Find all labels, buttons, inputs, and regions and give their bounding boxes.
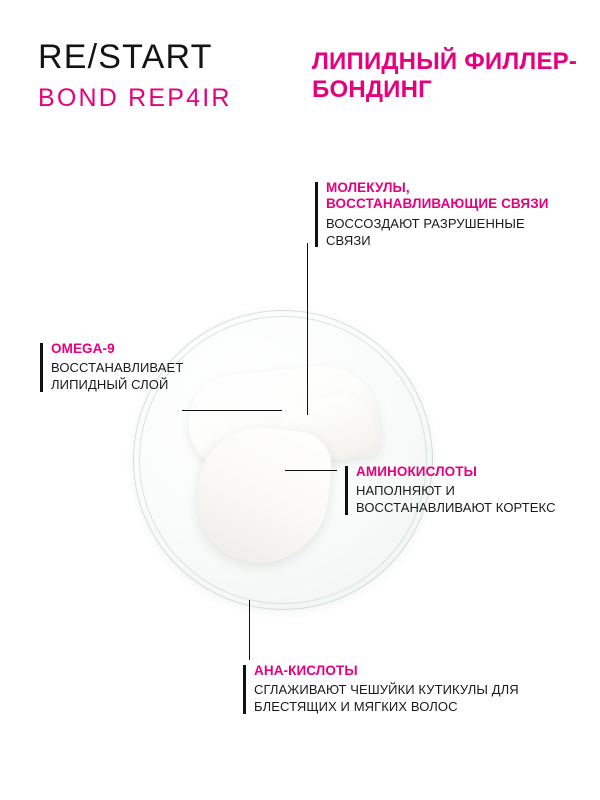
- cream-gloss-highlight: [220, 384, 310, 420]
- callout-aha-acids: [243, 663, 554, 716]
- callout-bond-molecules-body: ВОССОЗДАЮТ РАЗРУШЕННЫЕ СВЯЗИ: [326, 215, 525, 248]
- leader-line-bonds: [307, 243, 308, 415]
- brand-subtitle: BOND REP4IR: [38, 83, 232, 112]
- callout-bond-molecules-title: МОЛЕКУЛЫ, ВОССТАНАВЛИВАЮЩИЕ СВЯЗИ: [326, 180, 549, 212]
- leader-line-aha: [249, 600, 250, 660]
- callout-aha-acids-body: СГЛАЖИВАЮТ ЧЕШУЙКИ КУТИКУЛЫ ДЛЯ БЛЕСТЯЩИХ И МЯГКИХ ВОЛОС: [254, 682, 519, 715]
- leader-line-omega: [182, 410, 282, 411]
- product-name: ЛИПИДНЫЙ ФИЛЛЕР-БОНДИНГ: [312, 48, 578, 104]
- leader-line-amino: [285, 470, 337, 471]
- callout-omega-9-body: ВОССТАНАВЛИВАЕТ ЛИПИДНЫЙ СЛОЙ: [51, 360, 184, 393]
- callout-amino-acids-title: АМИНОКИСЛОТЫ: [356, 464, 477, 479]
- callout-amino-acids: [345, 464, 571, 517]
- brand-block: [38, 40, 318, 111]
- callout-omega-9-title: OMEGA-9: [51, 341, 115, 356]
- brand-title: RE/START: [38, 38, 213, 76]
- callout-aha-acids-title: AHA-КИСЛОТЫ: [254, 663, 358, 678]
- callout-amino-acids-body: НАПОЛНЯЮТ И ВОССТАНАВЛИВАЮТ КОРТЕКС: [356, 483, 556, 516]
- callout-bond-molecules: [315, 180, 556, 249]
- callout-omega-9: [40, 341, 231, 394]
